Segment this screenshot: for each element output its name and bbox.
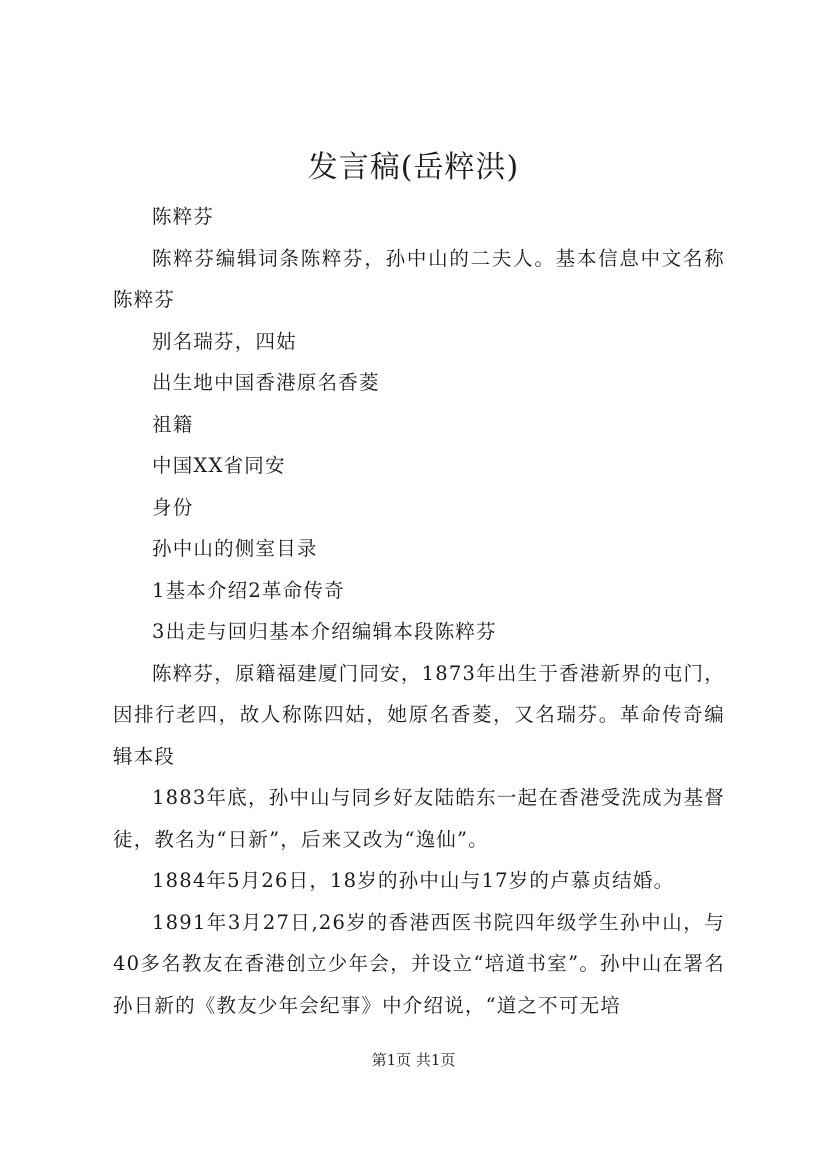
paragraph: 1基本介绍2革命传奇 — [152, 578, 345, 602]
paragraph: 中国XX省同安 — [152, 454, 286, 477]
paragraph: 别名瑞芬，四姑 — [152, 329, 297, 353]
paragraph: 祖籍 — [152, 412, 194, 436]
paragraph: 陈粹芬 — [152, 205, 215, 228]
paragraph: 3出走与回归基本介绍编辑本段陈粹芬 — [152, 620, 497, 643]
page-footer: 第1页 共1页 — [371, 1051, 456, 1069]
paragraph: 1891年3月27日,26岁的香港西医书院四年级学生孙中山，与40多名教友在香港创立少年会，并设立“培道书室”。孙中山在署名孙日新的《教友少年会纪事》中介绍说，“道之不可无培 — [113, 910, 725, 1017]
paragraph: 陈粹芬，原籍福建厦门同安，1873年出生于香港新界的屯门，因排行老四，故人称陈四姑，她原名香菱，又名瑞芬。革命传奇编辑本段 — [113, 661, 725, 768]
paragraph: 陈粹芬编辑词条陈粹芬，孙中山的二夫人。基本信息中文名称陈粹芬 — [113, 246, 725, 311]
document-title: 发言稿(岳粹洪) — [307, 150, 520, 185]
document-body — [113, 196, 725, 1026]
paragraph: 1884年5月26日，18岁的孙中山与17岁的卢慕贞结婚。 — [152, 869, 675, 892]
paragraph: 身份 — [152, 495, 194, 519]
paragraph: 1883年底，孙中山与同乡好友陆皓东一起在香港受洗成为基督徒，教名为“日新”，后来又改为“逸仙”。 — [113, 786, 725, 851]
paragraph: 孙中山的侧室目录 — [152, 537, 318, 560]
paragraph: 出生地中国香港原名香菱 — [152, 371, 380, 394]
